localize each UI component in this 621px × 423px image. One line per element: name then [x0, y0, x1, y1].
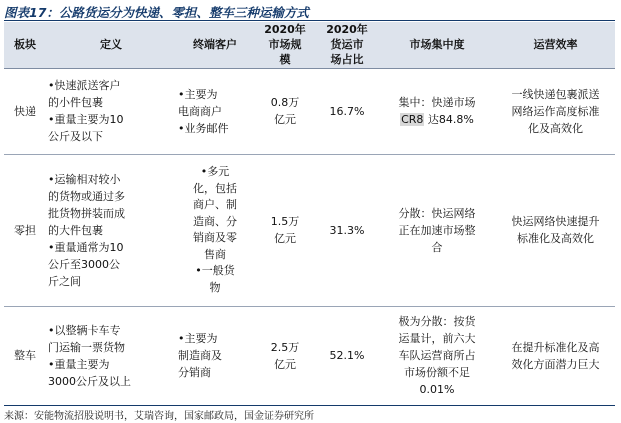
header-definition: 定义	[46, 22, 176, 68]
efficiency-line: 一线快递包裹派送	[511, 87, 600, 101]
title-rule	[4, 20, 615, 21]
clients-line: 商户、制	[193, 198, 237, 211]
clients-line: 电商商户	[178, 104, 222, 118]
clients-line: •业务邮件	[178, 121, 229, 135]
definition-line: 公斤及以下	[48, 130, 103, 143]
header-efficiency: 运营效率	[496, 22, 615, 68]
concentration-cell	[378, 68, 496, 154]
concentration-line: 合	[431, 240, 443, 254]
definition-line: 批货物拼装而成	[48, 206, 125, 220]
definition-line: •重量主要为10	[48, 113, 124, 126]
header-row	[4, 22, 615, 68]
concentration-value: 达84.8%	[424, 113, 474, 126]
concentration-line: 集中：快递市场	[398, 96, 476, 109]
size-line: 亿元	[274, 357, 296, 371]
segment-cell: 快递	[4, 68, 46, 154]
size-cell	[254, 68, 316, 154]
clients-cell	[176, 68, 254, 154]
clients-line: •主要为	[178, 87, 218, 101]
share-cell: 52.1%	[316, 306, 378, 405]
concentration-line: 车队运营商所占	[398, 349, 476, 362]
header-size-line: 2020年	[264, 23, 306, 37]
definition-line: •快速派送客户	[48, 79, 121, 92]
header-size	[254, 22, 316, 68]
definition-cell	[46, 306, 176, 405]
size-line: 2.5万	[270, 340, 300, 354]
definition-line: 公斤至3000公	[48, 257, 120, 271]
clients-cell	[176, 154, 254, 306]
header-segment: 板块	[4, 22, 46, 68]
header-size-line: 市场规	[268, 38, 302, 52]
clients-line: 分销商	[178, 366, 211, 379]
clients-line: •多元	[200, 165, 230, 178]
clients-line: 物	[209, 280, 221, 294]
definition-line: 的大件包裹	[48, 223, 103, 237]
definition-line: 斤之间	[48, 274, 81, 288]
size-line: 亿元	[274, 232, 296, 245]
definition-line: 的货物或通过多	[48, 189, 125, 203]
table-row	[4, 306, 615, 405]
definition-line: •以整辆卡车专	[48, 323, 121, 337]
header-clients: 终端客户	[176, 22, 254, 68]
efficiency-line: 快运网络快速提升	[511, 215, 600, 228]
concentration-cell	[378, 306, 496, 405]
size-cell	[254, 306, 316, 405]
definition-cell	[46, 68, 176, 154]
header-concentration: 市场集中度	[378, 22, 496, 68]
header-size-line: 模	[279, 53, 291, 67]
source-note: 来源：安能物流招股说明书，艾瑞咨询，国家邮政局，国金证券研究所	[4, 411, 314, 422]
concentration-line: 0.01%	[419, 383, 455, 396]
figure-title: 图表17：公路货运分为快递、零担、整车三种运输方式	[4, 5, 309, 20]
concentration-line: 分散：快运网络	[398, 206, 476, 220]
clients-line: 制造商及	[178, 349, 222, 362]
concentration-cell	[378, 154, 496, 306]
clients-line: 售商	[204, 247, 226, 261]
definition-line: •运输相对较小	[48, 172, 121, 186]
size-line: 1.5万	[270, 215, 300, 228]
definition-line: 的小件包裹	[48, 96, 103, 109]
clients-line: 化，包括	[193, 181, 237, 195]
header-share-line: 场占比	[330, 53, 364, 67]
definition-line: 3000公斤及以上	[48, 374, 131, 388]
clients-line: 销商及零	[193, 231, 237, 244]
efficiency-line: 在提升标准化及高	[511, 340, 600, 354]
clients-line: •一般货	[195, 264, 235, 277]
efficiency-line: 网络运作高度标准	[511, 104, 600, 118]
clients-line: 造商、分	[193, 214, 237, 228]
concentration-line: 正在加速市场整	[398, 223, 476, 237]
concentration-line: 运量计，前六大	[398, 332, 476, 345]
definition-line: •重量主要为	[48, 357, 110, 371]
size-cell	[254, 154, 316, 306]
cr8-highlight: CR8	[401, 113, 424, 126]
efficiency-line: 化及高效化	[528, 121, 583, 135]
header-share-line: 货运市	[330, 38, 364, 52]
efficiency-cell	[496, 306, 615, 405]
definition-line: •重量通常为10	[48, 240, 124, 254]
concentration-line	[380, 111, 494, 128]
size-line: 0.8万	[270, 96, 300, 109]
definition-cell	[46, 154, 176, 306]
efficiency-cell	[496, 154, 615, 306]
table-row	[4, 154, 615, 306]
efficiency-line: 标准化及高效化	[517, 232, 594, 245]
header-share	[316, 22, 378, 68]
share-cell: 31.3%	[316, 154, 378, 306]
segment-cell: 整车	[4, 306, 46, 405]
freight-table	[4, 22, 615, 406]
share-cell: 16.7%	[316, 68, 378, 154]
segment-cell: 零担	[4, 154, 46, 306]
efficiency-cell	[496, 68, 615, 154]
clients-line: •主要为	[178, 332, 218, 345]
definition-line: 门运输一票货物	[48, 340, 125, 354]
table-row	[4, 68, 615, 154]
concentration-line: 极为分散：按货	[398, 315, 476, 328]
concentration-line: 市场份额不足	[404, 366, 470, 379]
header-share-line: 2020年	[326, 23, 368, 37]
size-line: 亿元	[274, 113, 296, 126]
clients-cell	[176, 306, 254, 405]
efficiency-line: 效化方面潜力巨大	[511, 357, 600, 371]
